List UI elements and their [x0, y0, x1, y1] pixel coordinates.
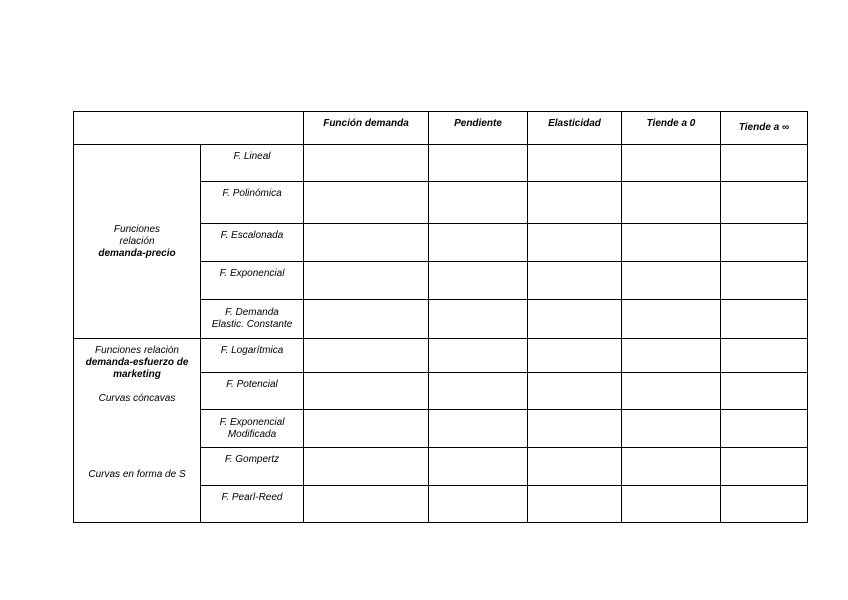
- empty-cell: [304, 486, 429, 523]
- header-row: [74, 112, 808, 145]
- empty-cell: [429, 224, 528, 262]
- empty-cell: [304, 410, 429, 448]
- row-label: F. Demanda Elastic. Constante: [201, 300, 304, 339]
- empty-cell: [429, 262, 528, 300]
- empty-cell: [721, 410, 808, 448]
- empty-cell: [622, 410, 721, 448]
- empty-cell: [528, 182, 622, 224]
- empty-cell: [721, 448, 808, 486]
- row-label: F. Gompertz: [201, 448, 304, 486]
- group-line-bold: demanda-precio: [98, 247, 176, 259]
- empty-cell: [528, 486, 622, 523]
- row-label: F. Escalonada: [201, 224, 304, 262]
- empty-cell: [721, 145, 808, 182]
- empty-cell: [528, 300, 622, 339]
- empty-cell: [528, 262, 622, 300]
- row-label: F. Lineal: [201, 145, 304, 182]
- table-row: [74, 339, 808, 373]
- header-elasticidad: Elasticidad: [528, 112, 622, 145]
- empty-cell: [528, 410, 622, 448]
- empty-cell: [622, 373, 721, 410]
- header-funcion-demanda: Función demanda: [304, 112, 429, 145]
- empty-cell: [304, 373, 429, 410]
- empty-cell: [429, 145, 528, 182]
- header-tiende-a-infinito: Tiende a ∞: [721, 112, 808, 145]
- header-pendiente: Pendiente: [429, 112, 528, 145]
- empty-cell: [304, 300, 429, 339]
- empty-cell: [429, 339, 528, 373]
- empty-cell: [429, 448, 528, 486]
- empty-cell: [304, 262, 429, 300]
- empty-cell: [622, 486, 721, 523]
- row-label: F. Polinómica: [201, 182, 304, 224]
- table-row: [74, 145, 808, 182]
- group-demanda-precio: [74, 145, 201, 339]
- empty-cell: [429, 486, 528, 523]
- header-tiende-a-0: Tiende a 0: [622, 112, 721, 145]
- empty-cell: [304, 182, 429, 224]
- empty-cell: [429, 410, 528, 448]
- row-label: F. Logarítmica: [201, 339, 304, 373]
- row-label: F. Exponencial: [201, 262, 304, 300]
- group-demanda-esfuerzo: Funciones relación demanda-esfuerzo de marketing Curvas cóncavas Curvas en forma de S: [74, 339, 201, 523]
- group-line: relación: [119, 235, 155, 247]
- empty-cell: [528, 448, 622, 486]
- empty-cell: [429, 373, 528, 410]
- empty-cell: [721, 182, 808, 224]
- empty-cell: [622, 182, 721, 224]
- row-label: F. Pearl-Reed: [201, 486, 304, 523]
- empty-cell: [721, 373, 808, 410]
- empty-cell: [622, 339, 721, 373]
- empty-cell: [622, 448, 721, 486]
- empty-cell: [622, 145, 721, 182]
- empty-cell: [622, 224, 721, 262]
- group-line: Funciones: [113, 223, 161, 235]
- empty-cell: [528, 339, 622, 373]
- empty-cell: [304, 339, 429, 373]
- empty-cell: [429, 300, 528, 339]
- empty-cell: [622, 300, 721, 339]
- empty-cell: [721, 486, 808, 523]
- empty-cell: [622, 262, 721, 300]
- empty-cell: [721, 224, 808, 262]
- header-empty-cell: [74, 112, 304, 145]
- curvas-concavas-label: Curvas cóncavas: [98, 393, 176, 404]
- empty-cell: [528, 145, 622, 182]
- row-label: F. Potencial: [201, 373, 304, 410]
- empty-cell: [721, 262, 808, 300]
- functions-table: [73, 111, 808, 523]
- curvas-s-label: Curvas en forma de S: [88, 469, 186, 480]
- empty-cell: [429, 182, 528, 224]
- empty-cell: [721, 339, 808, 373]
- empty-cell: [528, 373, 622, 410]
- empty-cell: [721, 300, 808, 339]
- empty-cell: [304, 448, 429, 486]
- row-label: F. Exponencial Modificada: [201, 410, 304, 448]
- empty-cell: [304, 224, 429, 262]
- empty-cell: [528, 224, 622, 262]
- empty-cell: [304, 145, 429, 182]
